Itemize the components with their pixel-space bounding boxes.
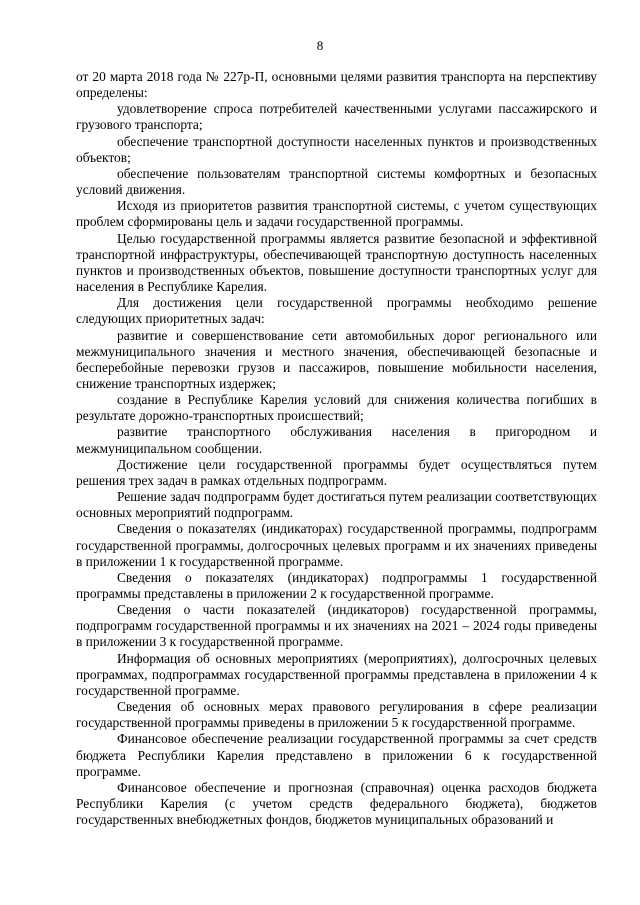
paragraph-task-roads: развитие и совершенствование сети автомобильных дорог регионального или межмуниципального значения и местного значения, обеспечивающей безопасные и бесперебойные перевозки грузов и пассажиров, повышение мобильности населения, снижение транспортных издержек; xyxy=(76,327,597,391)
paragraph-task-safety: создание в Республике Карелия условий для снижения количества погибших в результате дорожно-транспортных происшествий; xyxy=(76,392,597,424)
paragraph-subprogram-tasks: Решение задач подпрограмм будет достигаться путем реализации соответствующих основных мероприятий подпрограмм. xyxy=(76,489,597,521)
paragraph-appendix-4: Информация об основных мероприятиях (мероприятиях), долгосрочных целевых программах, подпрограммах государственной программы представлена в приложении 4 к государственной программе. xyxy=(76,650,597,698)
paragraph-goal-demand: удовлетворение спроса потребителей качественными услугами пассажирского и грузового транспорта; xyxy=(76,101,597,133)
paragraph-appendix-2: Сведения о показателях (индикаторах) подпрограммы 1 государственной программы представлены в приложении 2 к государственной программе. xyxy=(76,569,597,601)
paragraph-intro-continuation: от 20 марта 2018 года № 227р-П, основными целями развития транспорта на перспективу определены: xyxy=(76,69,597,101)
page-number: 8 xyxy=(316,38,324,53)
paragraph-priorities: Исходя из приоритетов развития транспортной системы, с учетом существующих проблем сформированы цель и задачи государственной программы. xyxy=(76,198,597,230)
paragraph-goal-comfort: обеспечение пользователям транспортной системы комфортных и безопасных условий движения. xyxy=(76,165,597,198)
document-body xyxy=(76,69,597,828)
paragraph-task-transport-service: развитие транспортного обслуживания населения в пригородном и межмуниципальном сообщении. xyxy=(76,424,597,456)
paragraph-tasks-intro: Для достижения цели государственной программы необходимо решение следующих приоритетных задач: xyxy=(76,295,597,327)
paragraph-appendix-6: Финансовое обеспечение реализации государственной программы за счет средств бюджета Республики Карелия представлено в приложении 6 к государственной программе. xyxy=(76,731,597,779)
paragraph-appendix-5: Сведения об основных мерах правового регулирования в сфере реализации государственной программы приведены в приложении 5 к государственной программе. xyxy=(76,699,597,731)
paragraph-appendix-1: Сведения о показателях (индикаторах) государственной программы, подпрограмм государственной программы, долгосрочных целевых программ и их значениях приведены в приложении 1 к государственной программе. xyxy=(76,521,597,569)
paragraph-program-goal: Целью государственной программы является развитие безопасной и эффективной транспортной инфраструктуры, обеспечивающей транспортную доступность населенных пунктов и производственных объектов, повышение доступности транспортных услуг для населения в Республике Карелия. xyxy=(76,230,597,295)
paragraph-goal-accessibility: обеспечение транспортной доступности населенных пунктов и производственных объектов; xyxy=(76,133,597,165)
paragraph-goal-achievement: Достижение цели государственной программы будет осуществляться путем решения трех задач в рамках отдельных подпрограмм. xyxy=(76,456,597,488)
paragraph-financing-forecast: Финансовое обеспечение и прогнозная (справочная) оценка расходов бюджета Республики Карелия (с учетом средств федерального бюджета), бюджетов государственных внебюджетных фондов, бюджетов муниципальных образований и xyxy=(76,779,597,828)
paragraph-appendix-3: Сведения о части показателей (индикаторов) государственной программы, подпрограмм государственной программы и их значениях на 2021 – 2024 годы приведены в приложении 3 к государственной программе. xyxy=(76,602,597,650)
